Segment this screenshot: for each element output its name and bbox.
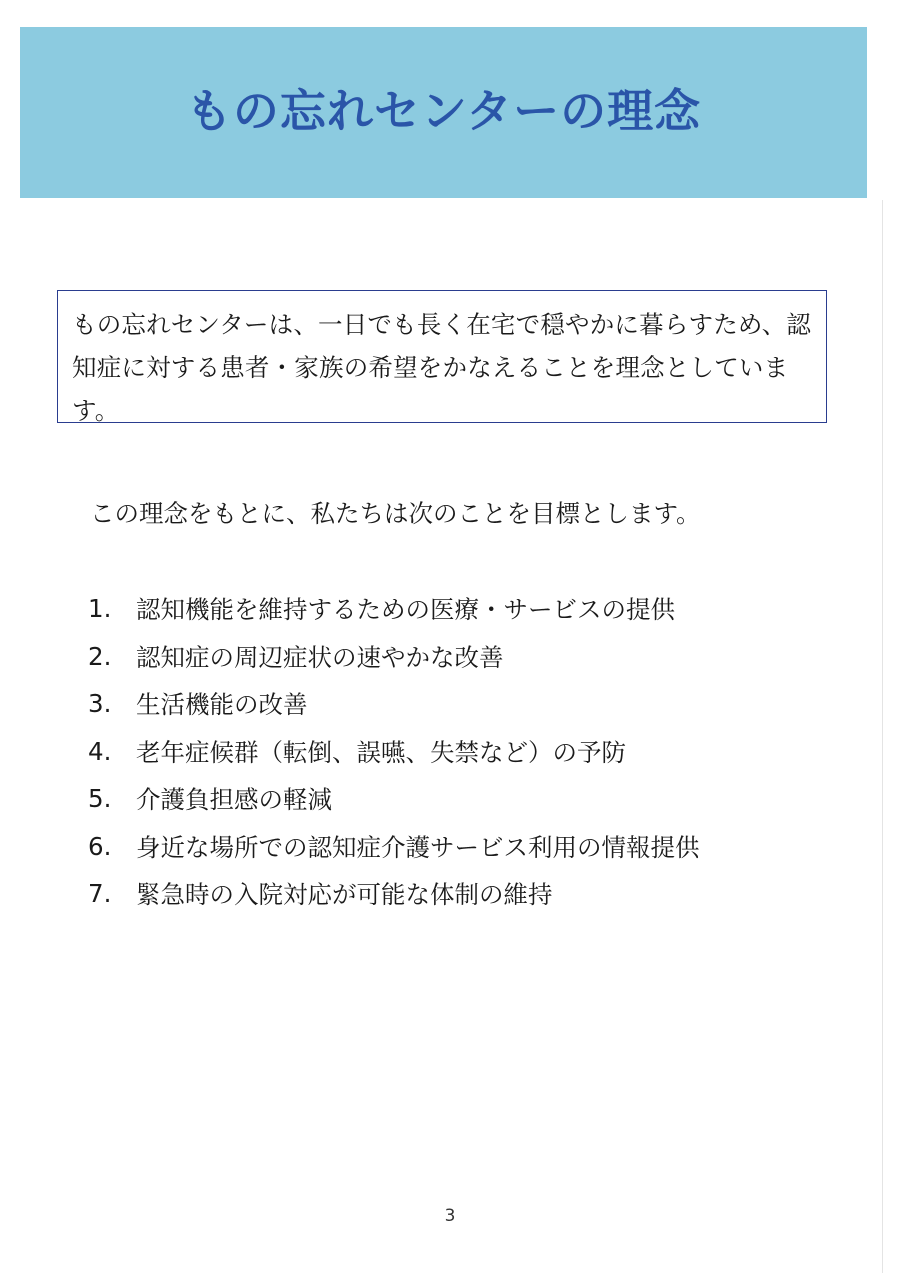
goal-item <box>88 585 700 633</box>
goal-number: 5. <box>88 784 112 814</box>
page-number: 3 <box>444 1206 456 1226</box>
goal-text: 認知症の周辺症状の速やかな改善 <box>136 642 504 672</box>
goal-number: 7. <box>88 879 112 909</box>
goals-list <box>88 585 700 918</box>
scan-edge-divider <box>882 200 883 1273</box>
goal-number: 6. <box>88 831 112 861</box>
page-title: もの忘れセンターの理念 <box>185 83 702 138</box>
goal-text: 認知機能を維持するための医療・サービスの提供 <box>136 595 675 625</box>
mission-statement-box <box>57 290 827 423</box>
mission-statement-text: もの忘れセンターは、一日でも長く在宅で穏やかに暮らすため、認知症に対する患者・家族の希望をかなえることを理念としています。 <box>72 310 812 425</box>
title-banner <box>20 27 867 198</box>
goal-number: 4. <box>88 736 112 766</box>
goal-text: 老年症候群（転倒、誤嚥、失禁など）の予防 <box>136 737 626 767</box>
goal-item <box>88 680 700 728</box>
goal-text: 生活機能の改善 <box>136 690 308 720</box>
goals-intro-text: この理念をもとに、私たちは次のことを目標とします。 <box>90 499 701 528</box>
goal-item <box>88 823 700 871</box>
goal-number: 2. <box>88 641 112 671</box>
goal-number: 1. <box>88 594 112 624</box>
goal-item <box>88 775 700 823</box>
goal-item <box>88 870 700 918</box>
goal-text: 介護負担感の軽減 <box>136 785 332 815</box>
goal-text: 身近な場所での認知症介護サービス利用の情報提供 <box>136 832 700 862</box>
goal-number: 3. <box>88 689 112 719</box>
goal-text: 緊急時の入院対応が可能な体制の維持 <box>136 880 553 910</box>
goal-item <box>88 633 700 681</box>
goal-item <box>88 728 700 776</box>
